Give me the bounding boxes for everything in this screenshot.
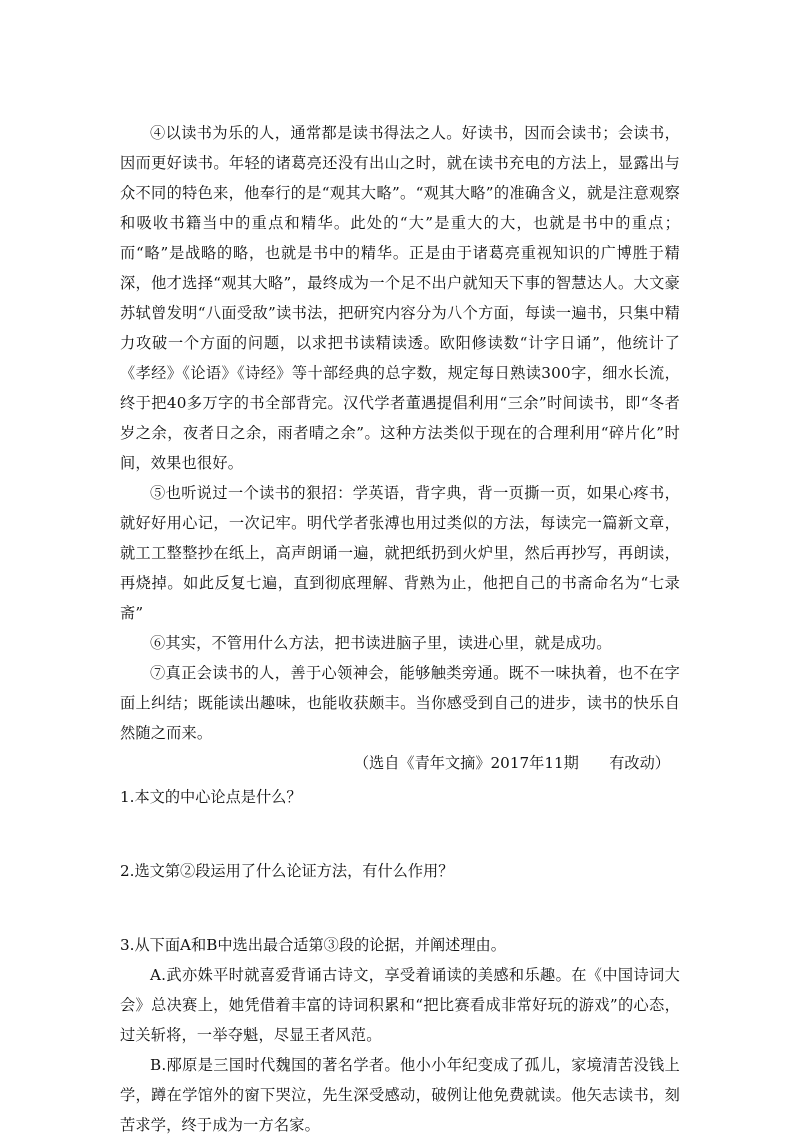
article-paragraph-5: ⑤也听说过一个读书的狠招：学英语，背字典，背一页撕一页，如果心疼书，就好好用心记，一次记牢。明代学者张溥也用过类似的方法，每读完一篇新文章，就工工整整抄在纸上，高声朗诵一遍，就把纸扔到火炉里，然后再抄写，再朗读，再烧掉。如此反复七遍，直到彻底理解、背熟为止，他把自己的书斋命名为“七录斋” [120,484,680,622]
article-paragraph-4: ④以读书为乐的人，通常都是读书得法之人。好读书，因而会读书；会读书，因而更好读书。年轻的诸葛亮还没有出山之时，就在读书充电的方法上，显露出与众不同的特色来，他奉行的是“观其大略”。“观其大略”的准确含义，就是注意观察和吸收书籍当中的重点和精华。此处的“大”是重大的大，也就是书中的重点；而“略”是战略的略，也就是书中的精华。正是由于诸葛亮重视知识的广博胜于精深，他才选择“观其大略”，最终成为一个足不出户就知天下事的智慧达人。大文豪苏轼曾发明“八面受敌”读书法，把研究内容分为八个方面，每读一遍书，只集中精力攻破一个方面的问题，以求把书读精读透。欧阳修读数“计字日诵”，他统计了《孝经》《论语》《诗经》等十部经典的总字数，规定每日熟读300字，细水长流，终于把40多万字的书全部背完。汉代学者董遇提倡利用“三余”时间读书，即“冬者岁之余，夜者日之余，雨者晴之余”。这种方法类似于现在的合理利用“碎片化”时间，效果也很好。 [120,124,680,472]
question-3: 3.从下面A和B中选出最合适第③段的论据，并阐述理由。 [120,936,506,954]
document-content [120,118,680,1140]
article-source: （选自《青年文摘》2017年11期 有改动） [353,754,670,772]
article-paragraph-6: ⑥其实，不管用什么方法，把书读进脑子里，读进心里，就是成功。 [150,634,612,652]
question-2: 2.选文第②段运用了什么论证方法，有什么作用？ [120,862,454,880]
question-3-option-b: B.邴原是三国时代魏国的著名学者。他小小年纪变成了孤儿，家境清苦没钱上学，蹲在学馆外的窗下哭泣，先生深受感动，破例让他免费就读。他矢志读书，刻苦求学，终于成为一方名家。 [120,1056,680,1134]
question-3-option-a: A.武亦姝平时就喜爱背诵古诗文，享受着诵读的美感和乐趣。在《中国诗词大会》总决赛上，她凭借着丰富的诗词积累和“把比赛看成非常好玩的游戏”的心态，过关斩将，一举夺魁，尽显王者风范。 [120,966,680,1044]
article-paragraph-7: ⑦真正会读书的人，善于心领神会，能够触类旁通。既不一味执着，也不在字面上纠结；既能读出趣味，也能收获颇丰。当你感受到自己的进步，读书的快乐自然随之而来。 [120,664,680,742]
question-1: 1.本文的中心论点是什么？ [120,788,302,806]
